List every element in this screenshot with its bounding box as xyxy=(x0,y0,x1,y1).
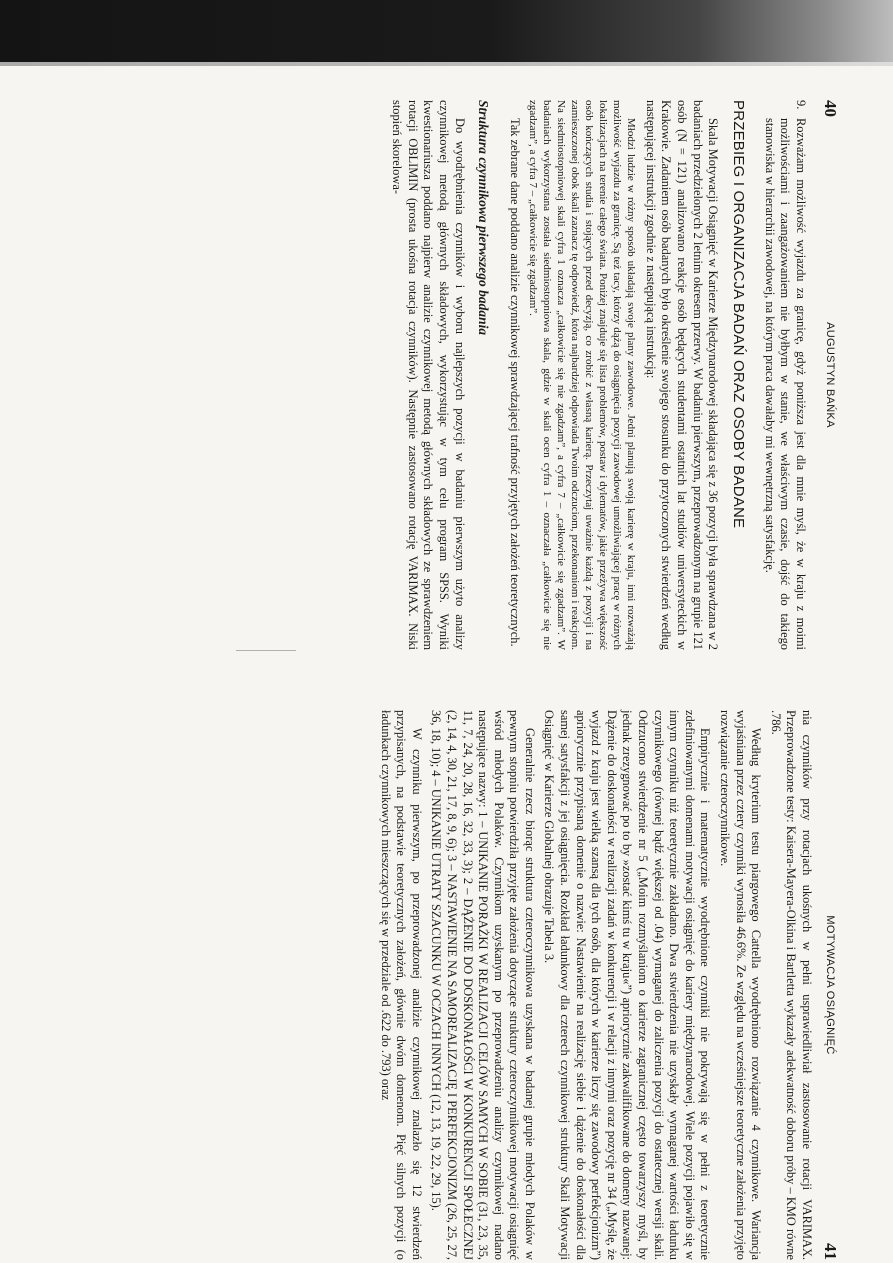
scanner-shadow xyxy=(0,0,893,62)
body-paragraph: nia czynników przy rotacjach ukośnych w pełni usprawiedliwiał zastosowanie rotacji VARIMAX. Przeprowadzone testy: Kaisera-Mayera-Olkina i Bartletta wykazały adekwatność doboru próby – KMO równe .786. xyxy=(768,710,814,1260)
right-page xyxy=(40,710,840,1260)
right-page-number: 41 xyxy=(821,1243,840,1260)
right-running-head-text: MOTYWACJA OSIĄGNIĘĆ xyxy=(824,915,836,1055)
left-running-head-text: AUGUSTYN BAŃKA xyxy=(824,322,836,428)
numbered-statement xyxy=(761,100,808,650)
body-paragraph: Tak zebrane dane poddano analizie czynnikowej sprawdzającej trafność przyjętych założeń teoretycznych. xyxy=(508,118,523,647)
statement-text: Rozważam możliwość wyjazdu za granicę, gdyż poniższa jest dla mnie myśl, że w kraju z moimi możliwościami i zaangażowaniem nie byłbym w stanie, we właściwym czasie, dojść do takiego stanowiska w hierarchii zawodowej, na którym praca dawałaby mi wewnętrzną satysfakcję. xyxy=(762,118,808,650)
left-page xyxy=(40,100,840,650)
left-page-number: 40 xyxy=(821,100,840,117)
body-paragraph: Według kryterium testu piargowego Cattella wyodrębniono rozwiązanie 4 czynnikowe. Wariancja wyjaśniana przez cztery czynniki wynosiła 46.6%. Ze względu na wcześniejsze teoretyczne założenia przyjęto rozwiązanie czteroczynnikowe. xyxy=(718,710,764,1260)
scanner-shadow-edge xyxy=(0,62,893,66)
section-heading: PRZEBIEG I ORGANIZACJA BADAŃ ORAZ OSOBY BADANE xyxy=(730,100,748,529)
body-paragraph: Do wyodrębnienia czynników i wyboru najlepszych pozycji w badaniu pierwszym użyto analizy czynnikowej metodą głównych składowych, wykorzystując w tym celu program SPSS. Wyniki kwestionariusza poddano najpierw analizie czynnikowej metodą głównych składowych ze sprawdzeniem rotacji OBLIMIN (prosta ukośna rotacja czynników). Następnie zastosowano rotację VARIMAX. Niski stopień skorelowa- xyxy=(390,100,467,650)
body-paragraph: W czynniku pierwszym, po przeprowadzonej analizie czynnikowej znalazło się 12 stwierdzeń przypisanych, na podstawie teoretycznych założeń, głównie dwóm domenom. Pięć silnych pozycji (o ładunkach czynnikowych mieszczących się w przedziale od .622 do .793) oraz xyxy=(378,710,424,1260)
body-paragraph: Skala Motywacji Osiągnięć w Karierze Międzynarodowej składająca się z 36 pozycji była sprawdzana w 2 badaniach przedzielonych 2 letnim okresem przerwy. W badaniu pierwszym, przeprowadzonym na grupie 121 osób (N = 121) analizowano reakcje osób będących studentami ostatnich lat studiów uniwersyteckich w Krakowie. Zadaniem osób badanych było określenie swojego stosunku do przytoczonych stwierdzeń według następującej instrukcji zgodnie z następującą instrukcją: xyxy=(643,100,721,650)
body-paragraph: Generalnie rzecz biorąc struktura czteroczynnikowa uzyskana w badanej grupie młodych Polaków w pewnym stopniu potwierdziła przyjęte założenia dotyczące struktury czteroczynnikowej motywacji osiągnięć wśród młodych Polaków. Czynnikom uzyskanym po przeprowadzeniu analizy czynnikowej nadano następujące nazwy: 1 – UNIKANIE PORAŻKI W REALIZACJI CELÓW SAMYCH W SOBIE (31, 23, 35, 11, 7, 24, 20, 28, 16, 32, 33, 3); 2 – DĄŻENIE DO DOSKONAŁOŚCI W KONKURENCJI SPOŁECZNEJ (2, 14, 4, 30, 21, 17, 8, 9, 6); 3 – NASTAWIENIE NA SAMOREALIZACJĘ I PERFEKCJONIZM (26, 25, 27, 36, 18, 10); 4 – UNIKANIE UTRATY SZACUNKU W OCZACH INNYCH (12, 13, 19, 22, 29, 15). xyxy=(429,710,537,1260)
subsection-heading: Struktura czynnikowa pierwszego badania xyxy=(475,100,491,336)
statement-number: 9. xyxy=(794,100,808,110)
scan-artifact xyxy=(236,650,296,651)
body-paragraph: Empirycznie i matematycznie wyodrębnione czynniki nie pokrywają się w pełni z teoretycznie zdefiniowanymi domenami motywacji osiągnięć do kariery międzynarodowej. Wiele pozycji pojawiło się w innym czynniku niż teoretycznie zakładano. Dwa stwierdzenia nie uzyskały wymaganej wartości ładunku czynnikowego (równej bądź większej od .04) wymaganej do zaliczenia pozycji do ostatecznej wersji skali. Odrzucono stwierdzenie nr 5 („Moim rozmyślaniom o karierze zagranicznej często towarzyszy myśl, by jednak zrezygnować po to by »zostać kimś tu w kraju«”) apriorycznie zakwalifikowane do domeny nazwanej: Dążenie do doskonałości w realizacji zadań w konkurencji i w relacji z innymi oraz pozycję nr 34 („Myślę, że wyjazd z kraju jest wielką szansą dla tych osób, dla których w karierze liczy się zawodowy perfekcjonizm”) apriorycznie przypisaną domenie o nazwie: Nastawienie na realizację siebie i dążenie do doskonałości dla samej satysfakcji z jej osiągnięcia. Rozkład ładunkowy dla czterech czynnikowej struktury Skali Motywacji Osiągnięć w Karierze Globalnej obrazuje Tabela 3. xyxy=(542,710,713,1260)
instruction-paragraph: Młodzi ludzie w różny sposób układają swoje plany zawodowe. Jedni planują swoją karierę w kraju, inni rozważają możliwość wyjazdu za granicę. Są też tacy, którzy dążą do osiągnięcia pozycji zawodowej umożliwiającej pracę w różnych lokalizacjach na terenie całego świata. Poniżej znajduje się lista problemów, postaw i dylematów, jakie przeżywa większość osób kończących studia i stojących przed decyzją, co zrobić z własną karierą. Przeczytaj uważnie każdą z pozycji i na zamieszczonej obok skali zaznacz tę odpowiedź, która najbardziej odpowiada Twoim odczuciom, przekonaniom i reakcjom. Na siedmiostopniowej skali cyfra 1 oznacza „całkowicie się nie zgadzam”, a cyfra 7 – „całkowicie się zgadzam”. W badaniach wykorzystana została siedmiostopniowa skala, gdzie w skali ocen cyfra 1 – oznaczała „całkowicie się nie zgadzam”, a cyfra 7 – „całkowicie się zgadzam”. xyxy=(527,100,638,650)
book-spread xyxy=(40,100,840,1260)
right-running-head xyxy=(814,710,840,1260)
left-running-head xyxy=(814,100,840,650)
